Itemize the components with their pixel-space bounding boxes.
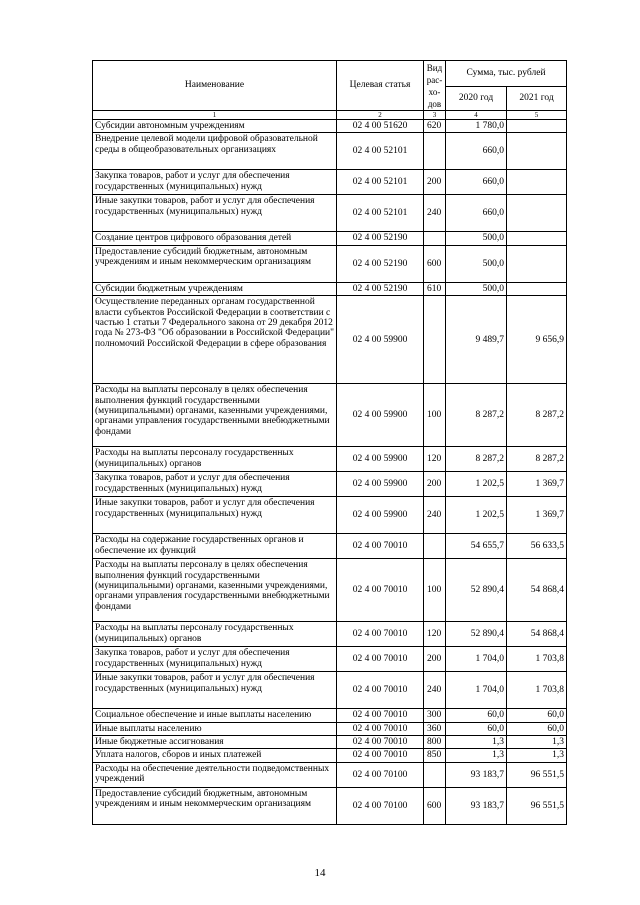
- table-row: [93, 170, 567, 195]
- row-name: Субсидии автономным учреждениям: [93, 120, 337, 133]
- row-expense-type: 620: [424, 120, 446, 133]
- row-name: Внедрение целевой модели цифровой образовательной среды в общеобразовательных организациях: [93, 133, 337, 170]
- row-target-article: 02 4 00 70010: [337, 647, 424, 672]
- row-name: Расходы на выплаты персоналу государственных (муниципальных) органов: [93, 622, 337, 647]
- row-name: Осуществление переданных органам государственной власти субъектов Российской Федерации в соответствии с частью 1 статьи 7 Федерального закона от 29 декабря 2012 года № 273-ФЗ "Об образовании в Российской Федерации" полномочий Российской Федерации в сфере образования: [93, 296, 337, 384]
- table-row: [93, 232, 567, 245]
- row-expense-type: 200: [424, 647, 446, 672]
- row-expense-type: 240: [424, 497, 446, 534]
- row-target-article: 02 4 00 70010: [337, 534, 424, 559]
- table-row: [93, 736, 567, 749]
- row-name: Закупка товаров, работ и услуг для обеспечения государственных (муниципальных) нужд: [93, 647, 337, 672]
- row-target-article: 02 4 00 70010: [337, 722, 424, 735]
- row-target-article: 02 4 00 52190: [337, 232, 424, 245]
- row-name: Закупка товаров, работ и услуг для обеспечения государственных (муниципальных) нужд: [93, 170, 337, 195]
- row-expense-type: [424, 296, 446, 384]
- row-sum-2021: 60,0: [507, 722, 567, 735]
- row-sum-2020: 9 489,7: [446, 296, 507, 384]
- header-expense-type: Вид рас-хо-дов: [424, 61, 446, 111]
- row-expense-type: 360: [424, 722, 446, 735]
- row-name: Предоставление субсидий бюджетным, автономным учреждениям и иным некоммерческим организациям: [93, 245, 337, 282]
- row-target-article: 02 4 00 59900: [337, 296, 424, 384]
- table-row: [93, 296, 567, 384]
- row-expense-type: 200: [424, 170, 446, 195]
- table-row: [93, 384, 567, 447]
- row-expense-type: 100: [424, 384, 446, 447]
- table-row: [93, 622, 567, 647]
- row-name: Социальное обеспечение и иные выплаты населению: [93, 709, 337, 722]
- row-expense-type: 600: [424, 245, 446, 282]
- row-target-article: 02 4 00 52101: [337, 170, 424, 195]
- table-row: [93, 559, 567, 622]
- row-target-article: 02 4 00 70010: [337, 709, 424, 722]
- row-name: Уплата налогов, сборов и иных платежей: [93, 749, 337, 762]
- row-sum-2021: 1 369,7: [507, 497, 567, 534]
- row-sum-2021: 8 287,2: [507, 384, 567, 447]
- column-index: 3: [424, 111, 446, 120]
- table-body: [93, 120, 567, 825]
- header-year-2020: 2020 год: [446, 87, 507, 111]
- row-sum-2020: 1,3: [446, 736, 507, 749]
- row-name: Расходы на выплаты персоналу в целях обеспечения выполнения функций государственными (муниципальными) органами, казенными учреждениями, органами управления государственными внебюджетными фондами: [93, 384, 337, 447]
- row-expense-type: [424, 534, 446, 559]
- row-sum-2020: 52 890,4: [446, 622, 507, 647]
- row-sum-2021: 1,3: [507, 749, 567, 762]
- table-row: [93, 672, 567, 709]
- row-target-article: 02 4 00 70100: [337, 787, 424, 824]
- row-sum-2020: 1,3: [446, 749, 507, 762]
- row-sum-2021: 96 551,5: [507, 762, 567, 787]
- row-sum-2020: 60,0: [446, 722, 507, 735]
- row-sum-2021: [507, 282, 567, 295]
- row-name: Расходы на содержание государственных органов и обеспечение их функций: [93, 534, 337, 559]
- row-sum-2021: [507, 245, 567, 282]
- row-sum-2021: 1 369,7: [507, 472, 567, 497]
- row-sum-2020: 660,0: [446, 170, 507, 195]
- table-row: [93, 722, 567, 735]
- header-target-article: Целевая статья: [337, 61, 424, 111]
- row-target-article: 02 4 00 59900: [337, 447, 424, 472]
- row-sum-2020: 1 202,5: [446, 497, 507, 534]
- row-name: Создание центров цифрового образования детей: [93, 232, 337, 245]
- row-sum-2021: 9 656,9: [507, 296, 567, 384]
- row-expense-type: 300: [424, 709, 446, 722]
- row-expense-type: 800: [424, 736, 446, 749]
- row-target-article: 02 4 00 59900: [337, 472, 424, 497]
- column-index: 2: [337, 111, 424, 120]
- table-row: [93, 749, 567, 762]
- row-sum-2021: [507, 170, 567, 195]
- row-name: Иные бюджетные ассигнования: [93, 736, 337, 749]
- row-expense-type: 600: [424, 787, 446, 824]
- row-expense-type: 200: [424, 472, 446, 497]
- row-target-article: 02 4 00 70100: [337, 762, 424, 787]
- row-sum-2020: 660,0: [446, 133, 507, 170]
- row-target-article: 02 4 00 70010: [337, 622, 424, 647]
- table-row: [93, 195, 567, 232]
- row-expense-type: 850: [424, 749, 446, 762]
- row-target-article: 02 4 00 70010: [337, 672, 424, 709]
- column-index: 1: [93, 111, 337, 120]
- column-index: 4: [446, 111, 507, 120]
- row-sum-2021: [507, 133, 567, 170]
- row-sum-2021: 8 287,2: [507, 447, 567, 472]
- row-sum-2021: 1 703,8: [507, 672, 567, 709]
- table-row: [93, 762, 567, 787]
- table-row: [93, 282, 567, 295]
- page-number: 14: [314, 867, 326, 879]
- row-expense-type: 100: [424, 559, 446, 622]
- row-name: Иные закупки товаров, работ и услуг для обеспечения государственных (муниципальных) нужд: [93, 672, 337, 709]
- row-sum-2020: 1 704,0: [446, 647, 507, 672]
- table-row: [93, 787, 567, 824]
- row-expense-type: [424, 232, 446, 245]
- row-sum-2020: 54 655,7: [446, 534, 507, 559]
- row-sum-2020: 660,0: [446, 195, 507, 232]
- table-row: [93, 472, 567, 497]
- row-target-article: 02 4 00 59900: [337, 497, 424, 534]
- row-sum-2020: 93 183,7: [446, 787, 507, 824]
- row-sum-2021: [507, 232, 567, 245]
- column-index: 5: [507, 111, 567, 120]
- row-sum-2020: 1 202,5: [446, 472, 507, 497]
- table-row: [93, 447, 567, 472]
- row-sum-2021: 1,3: [507, 736, 567, 749]
- table-row: [93, 120, 567, 133]
- budget-table: [92, 60, 567, 825]
- row-sum-2020: 500,0: [446, 232, 507, 245]
- row-sum-2021: 60,0: [507, 709, 567, 722]
- row-name: Субсидии бюджетным учреждениям: [93, 282, 337, 295]
- row-name: Расходы на обеспечение деятельности подведомственных учреждений: [93, 762, 337, 787]
- row-sum-2021: [507, 195, 567, 232]
- row-sum-2020: 500,0: [446, 245, 507, 282]
- header-sum: Сумма, тыс. рублей: [446, 61, 567, 87]
- table-row: [93, 647, 567, 672]
- row-sum-2020: 1 780,0: [446, 120, 507, 133]
- row-sum-2020: 500,0: [446, 282, 507, 295]
- row-target-article: 02 4 00 52190: [337, 245, 424, 282]
- row-expense-type: 240: [424, 672, 446, 709]
- row-sum-2021: 96 551,5: [507, 787, 567, 824]
- table-row: [93, 497, 567, 534]
- row-target-article: 02 4 00 52190: [337, 282, 424, 295]
- row-name: Закупка товаров, работ и услуг для обеспечения государственных (муниципальных) нужд: [93, 472, 337, 497]
- row-name: Иные закупки товаров, работ и услуг для обеспечения государственных (муниципальных) нужд: [93, 195, 337, 232]
- header-name: Наименование: [93, 61, 337, 111]
- row-name: Иные закупки товаров, работ и услуг для обеспечения государственных (муниципальных) нужд: [93, 497, 337, 534]
- row-sum-2021: [507, 120, 567, 133]
- row-sum-2020: 93 183,7: [446, 762, 507, 787]
- row-expense-type: 610: [424, 282, 446, 295]
- row-target-article: 02 4 00 52101: [337, 133, 424, 170]
- row-expense-type: 120: [424, 447, 446, 472]
- row-sum-2020: 1 704,0: [446, 672, 507, 709]
- row-target-article: 02 4 00 70010: [337, 749, 424, 762]
- table-row: [93, 709, 567, 722]
- table-row: [93, 133, 567, 170]
- header-year-2021: 2021 год: [507, 87, 567, 111]
- row-name: Предоставление субсидий бюджетным, автономным учреждениям и иным некоммерческим организациям: [93, 787, 337, 824]
- row-sum-2021: 54 868,4: [507, 559, 567, 622]
- row-sum-2020: 60,0: [446, 709, 507, 722]
- row-sum-2020: 52 890,4: [446, 559, 507, 622]
- row-expense-type: 240: [424, 195, 446, 232]
- row-target-article: 02 4 00 59900: [337, 384, 424, 447]
- row-expense-type: 120: [424, 622, 446, 647]
- table-row: [93, 534, 567, 559]
- table-row: [93, 245, 567, 282]
- row-sum-2021: 1 703,8: [507, 647, 567, 672]
- row-name: Расходы на выплаты персоналу государственных (муниципальных) органов: [93, 447, 337, 472]
- row-name: Иные выплаты населению: [93, 722, 337, 735]
- row-sum-2021: 56 633,5: [507, 534, 567, 559]
- row-expense-type: [424, 762, 446, 787]
- row-sum-2021: 54 868,4: [507, 622, 567, 647]
- row-expense-type: [424, 133, 446, 170]
- row-sum-2020: 8 287,2: [446, 447, 507, 472]
- row-target-article: 02 4 00 70010: [337, 559, 424, 622]
- row-target-article: 02 4 00 51620: [337, 120, 424, 133]
- row-name: Расходы на выплаты персоналу в целях обеспечения выполнения функций государственными (муниципальными) органами, казенными учреждениями, органами управления государственными внебюджетными фондами: [93, 559, 337, 622]
- row-target-article: 02 4 00 70010: [337, 736, 424, 749]
- row-sum-2020: 8 287,2: [446, 384, 507, 447]
- row-target-article: 02 4 00 52101: [337, 195, 424, 232]
